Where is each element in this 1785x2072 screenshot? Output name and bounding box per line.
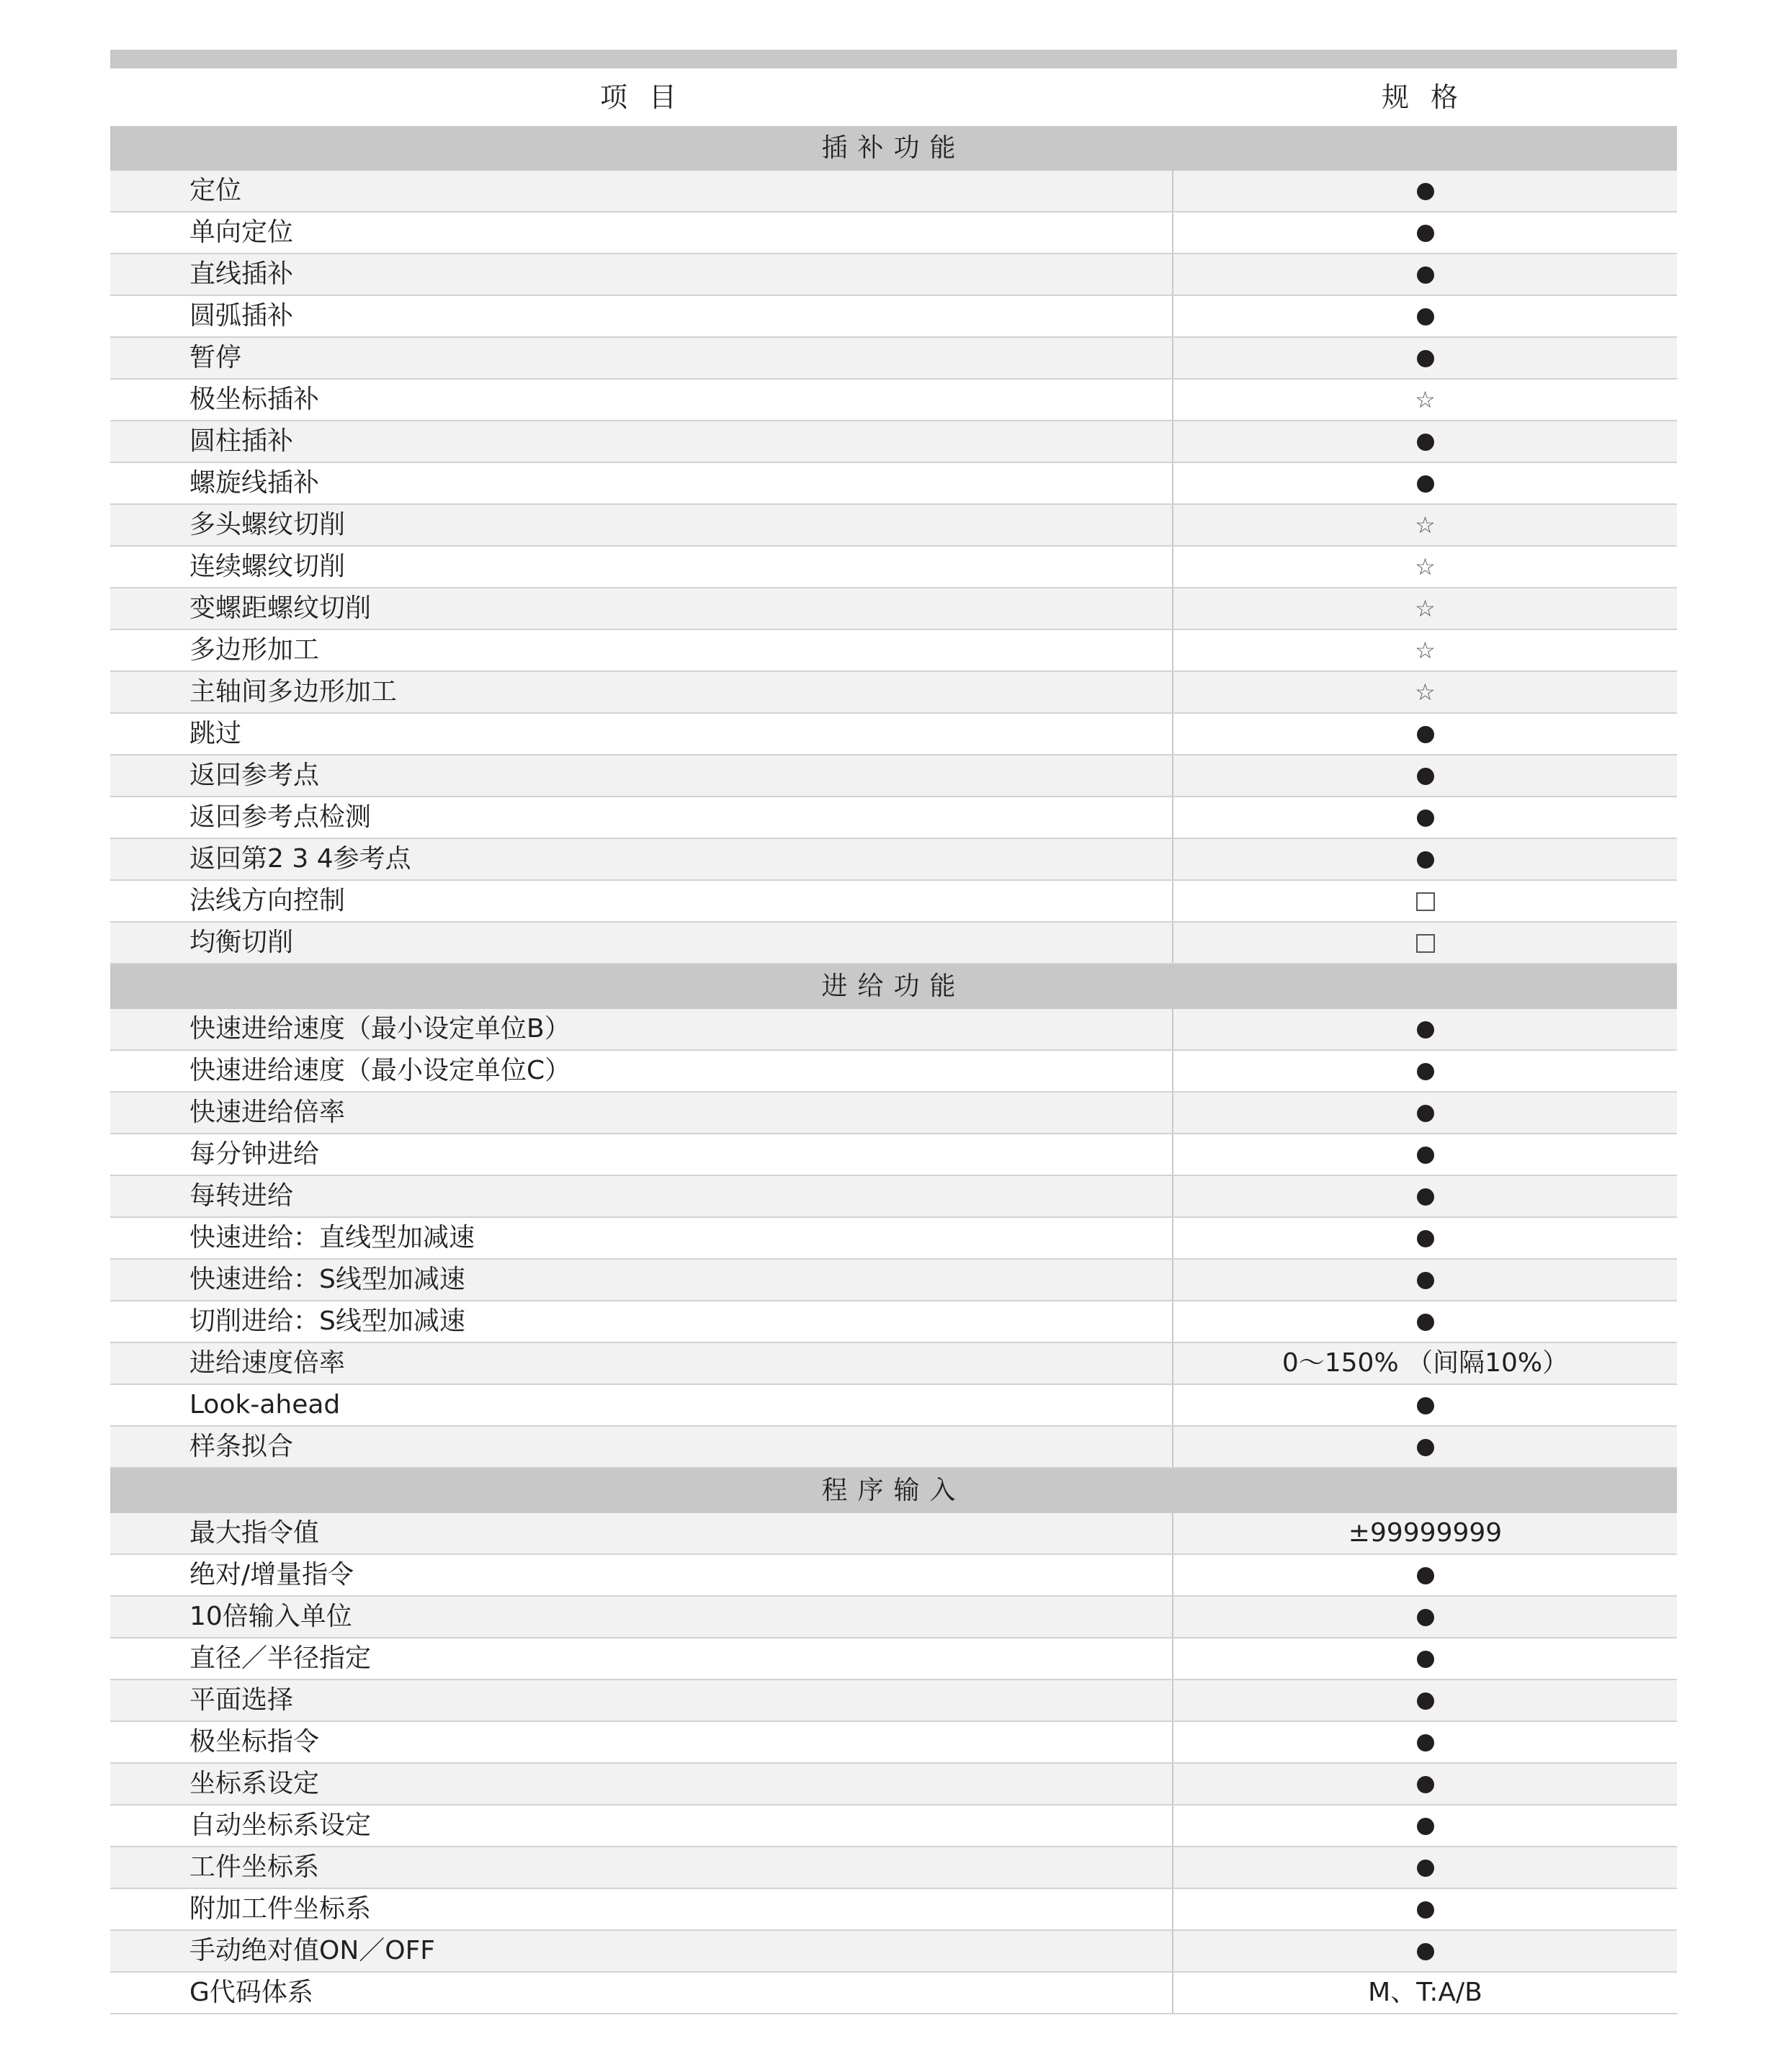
table-row (110, 672, 1677, 714)
table-row (110, 547, 1677, 588)
item-cell: 快速进给速度（最小设定单位C） (110, 1051, 1173, 1091)
table-row (110, 1847, 1677, 1889)
spec-mark-cell (1173, 1764, 1677, 1804)
table-header (110, 68, 1677, 126)
spec-mark-cell (1173, 1638, 1677, 1679)
standard-dot-icon (1417, 308, 1434, 326)
spec-mark-cell (1173, 380, 1677, 420)
standard-dot-icon (1417, 1188, 1434, 1206)
table-row (110, 923, 1677, 964)
item-cell: 单向定位 (110, 212, 1173, 253)
table-row (110, 1973, 1677, 2014)
top-bar (110, 50, 1677, 68)
table-row (110, 421, 1677, 463)
item-cell: 圆柱插补 (110, 421, 1173, 462)
item-cell: 快速进给速度（最小设定单位B） (110, 1009, 1173, 1049)
standard-dot-icon (1417, 1272, 1434, 1289)
standard-dot-icon (1417, 225, 1434, 242)
header-spec: 规格 (1382, 81, 1480, 113)
spec-mark-cell (1173, 1722, 1677, 1762)
table-body (110, 126, 1677, 2014)
item-cell: 螺旋线插补 (110, 463, 1173, 503)
spec-mark-cell (1173, 1385, 1677, 1425)
standard-dot-icon (1417, 851, 1434, 869)
item-cell: 定位 (110, 171, 1173, 211)
option-box-icon (1416, 892, 1435, 911)
item-cell: 工件坐标系 (110, 1847, 1173, 1888)
spec-mark-cell (1173, 547, 1677, 587)
table-row (110, 797, 1677, 839)
item-cell: 10倍输入单位 (110, 1597, 1173, 1637)
spec-mark-cell (1173, 1134, 1677, 1175)
item-cell: 切削进给：S线型加减速 (110, 1301, 1173, 1342)
item-cell: 样条拟合 (110, 1427, 1173, 1467)
standard-dot-icon (1417, 1692, 1434, 1710)
item-cell: 连续螺纹切削 (110, 547, 1173, 587)
item-cell: 主轴间多边形加工 (110, 672, 1173, 712)
standard-dot-icon (1417, 1439, 1434, 1456)
table-row (110, 1806, 1677, 1847)
table-row (110, 588, 1677, 630)
table-row (110, 839, 1677, 881)
item-cell: 手动绝对值ON／OFF (110, 1931, 1173, 1971)
standard-dot-icon (1417, 1734, 1434, 1752)
spec-mark-cell (1173, 1427, 1677, 1467)
table-row (110, 380, 1677, 421)
table-row (110, 1343, 1677, 1385)
table-row (110, 296, 1677, 338)
table-row (110, 1176, 1677, 1218)
option-box-icon (1416, 934, 1435, 953)
spec-mark-cell (1173, 1555, 1677, 1595)
table-row (110, 1638, 1677, 1680)
spec-table (110, 50, 1677, 2014)
item-cell: 进给速度倍率 (110, 1343, 1173, 1383)
standard-dot-icon (1417, 266, 1434, 284)
standard-dot-icon (1417, 1860, 1434, 1877)
standard-dot-icon (1417, 475, 1434, 493)
spec-mark-cell (1173, 1260, 1677, 1300)
standard-dot-icon (1417, 1105, 1434, 1122)
spec-mark-cell (1173, 463, 1677, 503)
section-header: 程序输入 (110, 1468, 1677, 1513)
table-row (110, 1555, 1677, 1597)
spec-mark-cell (1173, 505, 1677, 545)
spec-mark-cell (1173, 212, 1677, 253)
table-row (110, 1513, 1677, 1555)
standard-dot-icon (1417, 768, 1434, 785)
table-row (110, 1680, 1677, 1722)
spec-mark-cell (1173, 1009, 1677, 1049)
item-cell: 变螺距螺纹切削 (110, 588, 1173, 629)
item-cell: 返回参考点检测 (110, 797, 1173, 838)
item-cell: 返回第2 3 4参考点 (110, 839, 1173, 879)
spec-mark-cell (1173, 1847, 1677, 1888)
table-row (110, 1093, 1677, 1134)
optional-star-icon: ☆ (1415, 637, 1436, 664)
spec-mark-cell (1173, 714, 1677, 754)
table-row (110, 1301, 1677, 1343)
optional-star-icon: ☆ (1415, 595, 1436, 622)
standard-dot-icon (1417, 434, 1434, 451)
table-row (110, 1764, 1677, 1806)
item-cell: 平面选择 (110, 1680, 1173, 1721)
spec-mark-cell (1173, 1931, 1677, 1971)
item-cell: 返回参考点 (110, 755, 1173, 796)
item-cell: 极坐标插补 (110, 380, 1173, 420)
standard-dot-icon (1417, 1943, 1434, 1960)
standard-dot-icon (1417, 1901, 1434, 1919)
spec-cell: ±99999999 (1348, 1518, 1503, 1548)
spec-mark-cell (1173, 1680, 1677, 1721)
table-row (110, 1597, 1677, 1638)
standard-dot-icon (1417, 1397, 1434, 1414)
table-row (110, 1009, 1677, 1051)
item-cell: 自动坐标系设定 (110, 1806, 1173, 1846)
spec-cell: M、T:A/B (1368, 1978, 1482, 2007)
item-cell: 多头螺纹切削 (110, 505, 1173, 545)
item-cell: 多边形加工 (110, 630, 1173, 671)
section-header: 插补功能 (110, 126, 1677, 171)
table-row (110, 1260, 1677, 1301)
table-row (110, 1134, 1677, 1176)
item-cell: G代码体系 (110, 1973, 1173, 2013)
standard-dot-icon (1417, 1230, 1434, 1247)
spec-mark-cell (1173, 630, 1677, 671)
item-cell: 直线插补 (110, 254, 1173, 295)
table-row (110, 881, 1677, 923)
standard-dot-icon (1417, 726, 1434, 743)
item-cell: 极坐标指令 (110, 1722, 1173, 1762)
spec-mark-cell (1173, 1889, 1677, 1929)
standard-dot-icon (1417, 1147, 1434, 1164)
optional-star-icon: ☆ (1415, 553, 1436, 580)
item-cell: 附加工件坐标系 (110, 1889, 1173, 1929)
standard-dot-icon (1417, 809, 1434, 827)
table-row (110, 1051, 1677, 1093)
table-row (110, 714, 1677, 755)
standard-dot-icon (1417, 1818, 1434, 1835)
table-row (110, 1722, 1677, 1764)
spec-mark-cell (1173, 797, 1677, 838)
standard-dot-icon (1417, 1609, 1434, 1626)
spec-mark-cell (1173, 923, 1677, 963)
spec-mark-cell (1173, 254, 1677, 295)
optional-star-icon: ☆ (1415, 678, 1436, 706)
table-row (110, 254, 1677, 296)
table-row (110, 463, 1677, 505)
table-row (110, 1931, 1677, 1973)
standard-dot-icon (1417, 183, 1434, 200)
item-cell: 最大指令值 (110, 1513, 1173, 1553)
table-row (110, 505, 1677, 547)
item-cell: 圆弧插补 (110, 296, 1173, 336)
item-cell: 暂停 (110, 338, 1173, 378)
item-cell: 每转进给 (110, 1176, 1173, 1216)
item-cell: 直径／半径指定 (110, 1638, 1173, 1679)
standard-dot-icon (1417, 350, 1434, 367)
spec-mark-cell (1173, 672, 1677, 712)
item-cell: Look-ahead (110, 1385, 1173, 1425)
item-cell: 坐标系设定 (110, 1764, 1173, 1804)
item-cell: 均衡切削 (110, 923, 1173, 963)
spec-mark-cell (1173, 839, 1677, 879)
spec-mark-cell (1173, 1301, 1677, 1342)
item-cell: 绝对/增量指令 (110, 1555, 1173, 1595)
item-cell: 每分钟进给 (110, 1134, 1173, 1175)
spec-mark-cell (1173, 588, 1677, 629)
table-row (110, 1218, 1677, 1260)
table-row (110, 630, 1677, 672)
optional-star-icon: ☆ (1415, 511, 1436, 539)
table-row (110, 1889, 1677, 1931)
standard-dot-icon (1417, 1314, 1434, 1331)
table-row (110, 171, 1677, 212)
item-cell: 快速进给倍率 (110, 1093, 1173, 1133)
item-cell: 跳过 (110, 714, 1173, 754)
table-row (110, 755, 1677, 797)
table-row (110, 1427, 1677, 1468)
spec-mark-cell (1173, 1218, 1677, 1258)
standard-dot-icon (1417, 1567, 1434, 1584)
section-header: 进给功能 (110, 964, 1677, 1009)
spec-mark-cell (1173, 755, 1677, 796)
item-cell: 快速进给：直线型加减速 (110, 1218, 1173, 1258)
spec-cell: 0～150% （间隔10%） (1281, 1348, 1569, 1378)
spec-mark-cell (1173, 1176, 1677, 1216)
header-item: 项目 (600, 81, 699, 113)
spec-mark-cell (1173, 171, 1677, 211)
spec-mark-cell (1173, 1051, 1677, 1091)
standard-dot-icon (1417, 1776, 1434, 1793)
spec-mark-cell (1173, 1806, 1677, 1846)
spec-mark-cell (1173, 1597, 1677, 1637)
standard-dot-icon (1417, 1063, 1434, 1080)
table-row (110, 338, 1677, 380)
spec-mark-cell (1173, 881, 1677, 921)
standard-dot-icon (1417, 1021, 1434, 1039)
table-row (110, 1385, 1677, 1427)
spec-mark-cell (1173, 296, 1677, 336)
item-cell: 法线方向控制 (110, 881, 1173, 921)
spec-mark-cell (1173, 338, 1677, 378)
optional-star-icon: ☆ (1415, 386, 1436, 413)
standard-dot-icon (1417, 1651, 1434, 1668)
spec-mark-cell (1173, 421, 1677, 462)
table-row (110, 212, 1677, 254)
item-cell: 快速进给：S线型加减速 (110, 1260, 1173, 1300)
spec-mark-cell (1173, 1093, 1677, 1133)
